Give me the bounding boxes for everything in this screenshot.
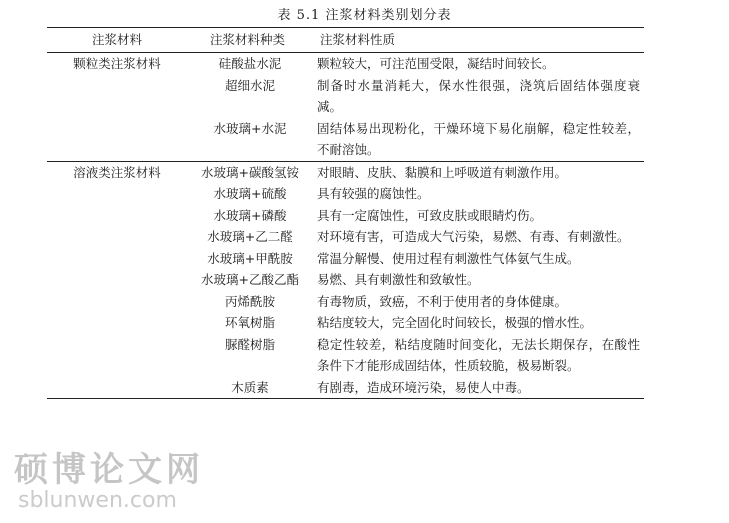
type-cell: 水玻璃+碳酸氢铵 xyxy=(187,161,313,183)
property-cell: 颗粒较大，可注范围受限，凝结时间较长。 xyxy=(313,53,644,75)
property-cell: 稳定性较差，粘结度随时间变化，无法长期保存，在酸性条件下才能形成固结体，性质较脆，极易断裂。 xyxy=(317,336,640,373)
header-material-type: 注浆材料种类 xyxy=(187,28,313,53)
table-row xyxy=(47,161,644,183)
property-cell: 易燃、具有刺激性和致敏性。 xyxy=(317,272,480,287)
property-cell: 常温分解慢、使用过程有刺激性气体氨气生成。 xyxy=(317,250,580,266)
header-material: 注浆材料 xyxy=(47,28,187,53)
watermark-chinese: 硕博论文网 xyxy=(14,450,204,490)
property-cell: 具有一定腐蚀性，可致皮肤或眼睛灼伤。 xyxy=(317,207,543,223)
table-caption: 表 5.1 注浆材料类别划分表 xyxy=(277,8,452,23)
type-cell: 水玻璃+硫酸 xyxy=(213,186,287,201)
category-cell: 颗粒类注浆材料 xyxy=(47,53,187,162)
category-cell: 溶液类注浆材料 xyxy=(47,161,187,399)
header-row xyxy=(47,28,644,53)
watermark-url: sblunwen.com xyxy=(18,488,177,513)
type-cell: 水玻璃+磷酸 xyxy=(213,207,287,223)
property-cell: 制备时水量消耗大，保水性很强，浇筑后固结体强度衰减。 xyxy=(317,77,640,114)
type-cell: 丙烯酰胺 xyxy=(224,293,275,309)
type-cell: 超细水泥 xyxy=(224,77,275,93)
property-cell: 具有较强的腐蚀性。 xyxy=(317,186,430,201)
type-cell: 硅酸盐水泥 xyxy=(187,53,313,75)
property-cell: 固结体易出现粉化，干燥环境下易化崩解，稳定性较差，不耐溶蚀。 xyxy=(317,120,640,157)
property-cell: 对环境有害，可造成大气污染，易燃、有毒、有刺激性。 xyxy=(317,229,630,244)
property-cell: 粘结度较大，完全固化时间较长，极强的憎水性。 xyxy=(317,315,593,330)
type-cell: 脲醛树脂 xyxy=(224,336,275,352)
type-cell: 水玻璃+甲酰胺 xyxy=(207,250,293,266)
grouting-materials-table xyxy=(47,27,644,399)
table-row xyxy=(47,53,644,75)
property-cell xyxy=(313,377,644,399)
type-cell: 水玻璃+乙二醛 xyxy=(207,229,293,244)
type-cell: 环氧树脂 xyxy=(224,315,275,330)
type-cell: 水玻璃+乙酸乙酯 xyxy=(201,272,299,287)
type-cell: 水玻璃+水泥 xyxy=(213,120,287,136)
header-material-property: 注浆材料性质 xyxy=(313,28,644,53)
property-text: 有剧毒，造成环境污染，易使人中毒。 xyxy=(317,379,530,395)
type-cell: 木质素 xyxy=(231,379,269,395)
watermark xyxy=(14,440,214,520)
property-cell: 对眼睛、皮肤、黏膜和上呼吸道有刺激作用。 xyxy=(313,161,644,183)
property-cell: 有毒物质，致癌，不利于使用者的身体健康。 xyxy=(317,293,568,309)
